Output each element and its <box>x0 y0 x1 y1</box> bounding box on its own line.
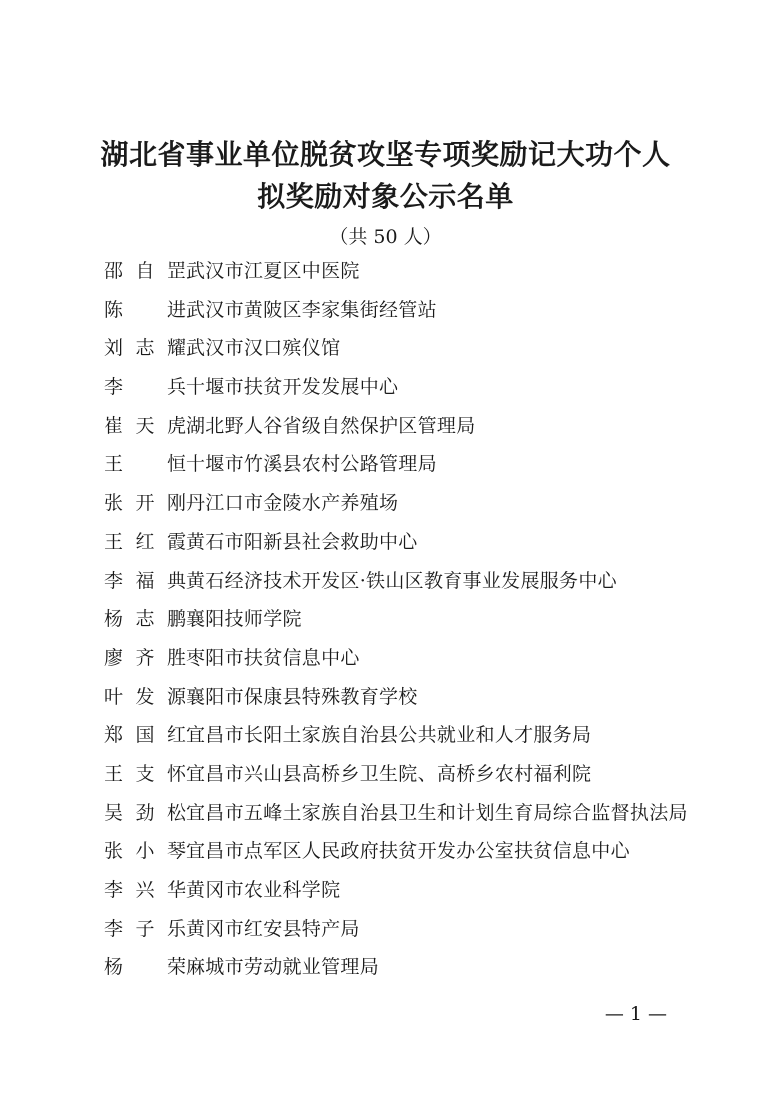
awardee-organization: 丹江口市金陵水产养殖场 <box>186 492 399 515</box>
list-item <box>104 759 724 798</box>
awardee-organization: 黄冈市红安县特产局 <box>186 917 360 940</box>
awardee-name: 崔天虎 <box>104 414 186 437</box>
awardee-name: 王红霞 <box>104 530 186 553</box>
awardee-organization: 武汉市江夏区中医院 <box>186 260 360 282</box>
awardee-name: 李子乐 <box>104 917 186 940</box>
list-item <box>104 449 724 488</box>
awardee-organization: 十堰市竹溪县农村公路管理局 <box>186 453 437 476</box>
awardee-organization: 黄石市阳新县社会救助中心 <box>186 530 418 553</box>
awardee-organization: 武汉市黄陂区李家集街经管站 <box>186 298 437 321</box>
awardee-name: 李福典 <box>104 569 186 592</box>
list-item <box>104 604 724 643</box>
awardee-organization: 麻城市劳动就业管理局 <box>186 956 380 979</box>
document-subtitle: （共 50 人） <box>329 226 442 248</box>
awardee-organization: 湖北野人谷省级自然保护区管理局 <box>186 414 476 437</box>
list-item <box>104 798 724 837</box>
awardee-name: 邵自罡 <box>104 260 186 282</box>
awardee-name: 叶发源 <box>104 685 186 708</box>
list-item <box>104 720 724 759</box>
awardee-name: 吴劲松 <box>104 801 186 824</box>
awardee-organization: 十堰市扶贫开发发展中心 <box>186 376 399 399</box>
list-item <box>104 372 724 411</box>
document-header <box>0 134 771 250</box>
awardee-organization: 黄冈市农业科学院 <box>186 879 341 901</box>
awardee-name: 张小琴 <box>104 840 186 863</box>
awardee-organization: 宜昌市点军区人民政府扶贫开发办公室扶贫信息中心 <box>186 840 630 863</box>
list-item <box>104 875 724 914</box>
list-item <box>104 836 724 875</box>
list-item <box>104 411 724 450</box>
list-item <box>104 914 724 953</box>
list-item <box>104 295 724 334</box>
awardee-name: 张开刚 <box>104 492 186 515</box>
awardee-organization: 宜昌市长阳土家族自治县公共就业和人才服务局 <box>186 724 592 747</box>
list-item <box>104 488 724 527</box>
awardee-organization: 宜昌市兴山县高桥乡卫生院、高桥乡农村福利院 <box>186 762 592 785</box>
awardee-name: 杨 荣 <box>104 956 186 979</box>
list-item <box>104 682 724 721</box>
document-title-line-2: 拟奖励对象公示名单 <box>257 180 514 213</box>
list-item <box>104 333 724 372</box>
awardee-name: 郑国红 <box>104 724 186 747</box>
awardee-organization: 襄阳市保康县特殊教育学校 <box>186 685 418 708</box>
awardee-name: 李兴华 <box>104 879 186 901</box>
list-item <box>104 643 724 682</box>
list-item <box>104 566 724 605</box>
list-item <box>104 527 724 566</box>
awardee-name: 杨志鹏 <box>104 608 186 631</box>
awardee-name: 李 兵 <box>104 376 186 399</box>
awardee-name: 陈 进 <box>104 298 186 321</box>
page-number: — 1 — <box>604 1003 667 1025</box>
awardee-organization: 宜昌市五峰土家族自治县卫生和计划生育局综合监督执法局 <box>186 801 688 824</box>
awardee-name: 王 恒 <box>104 453 186 476</box>
awardee-list <box>104 256 724 991</box>
awardee-name: 刘志耀 <box>104 337 186 360</box>
awardee-name: 廖齐胜 <box>104 646 186 669</box>
list-item <box>104 952 724 991</box>
awardee-organization: 襄阳技师学院 <box>186 608 302 631</box>
awardee-name: 王支怀 <box>104 762 186 785</box>
awardee-organization: 黄石经济技术开发区·铁山区教育事业发展服务中心 <box>186 569 617 592</box>
awardee-organization: 武汉市汉口殡仪馆 <box>186 337 341 360</box>
awardee-organization: 枣阳市扶贫信息中心 <box>186 646 360 669</box>
document-title-line-1: 湖北省事业单位脱贫攻坚专项奖励记大功个人 <box>100 138 671 171</box>
list-item <box>104 256 724 295</box>
